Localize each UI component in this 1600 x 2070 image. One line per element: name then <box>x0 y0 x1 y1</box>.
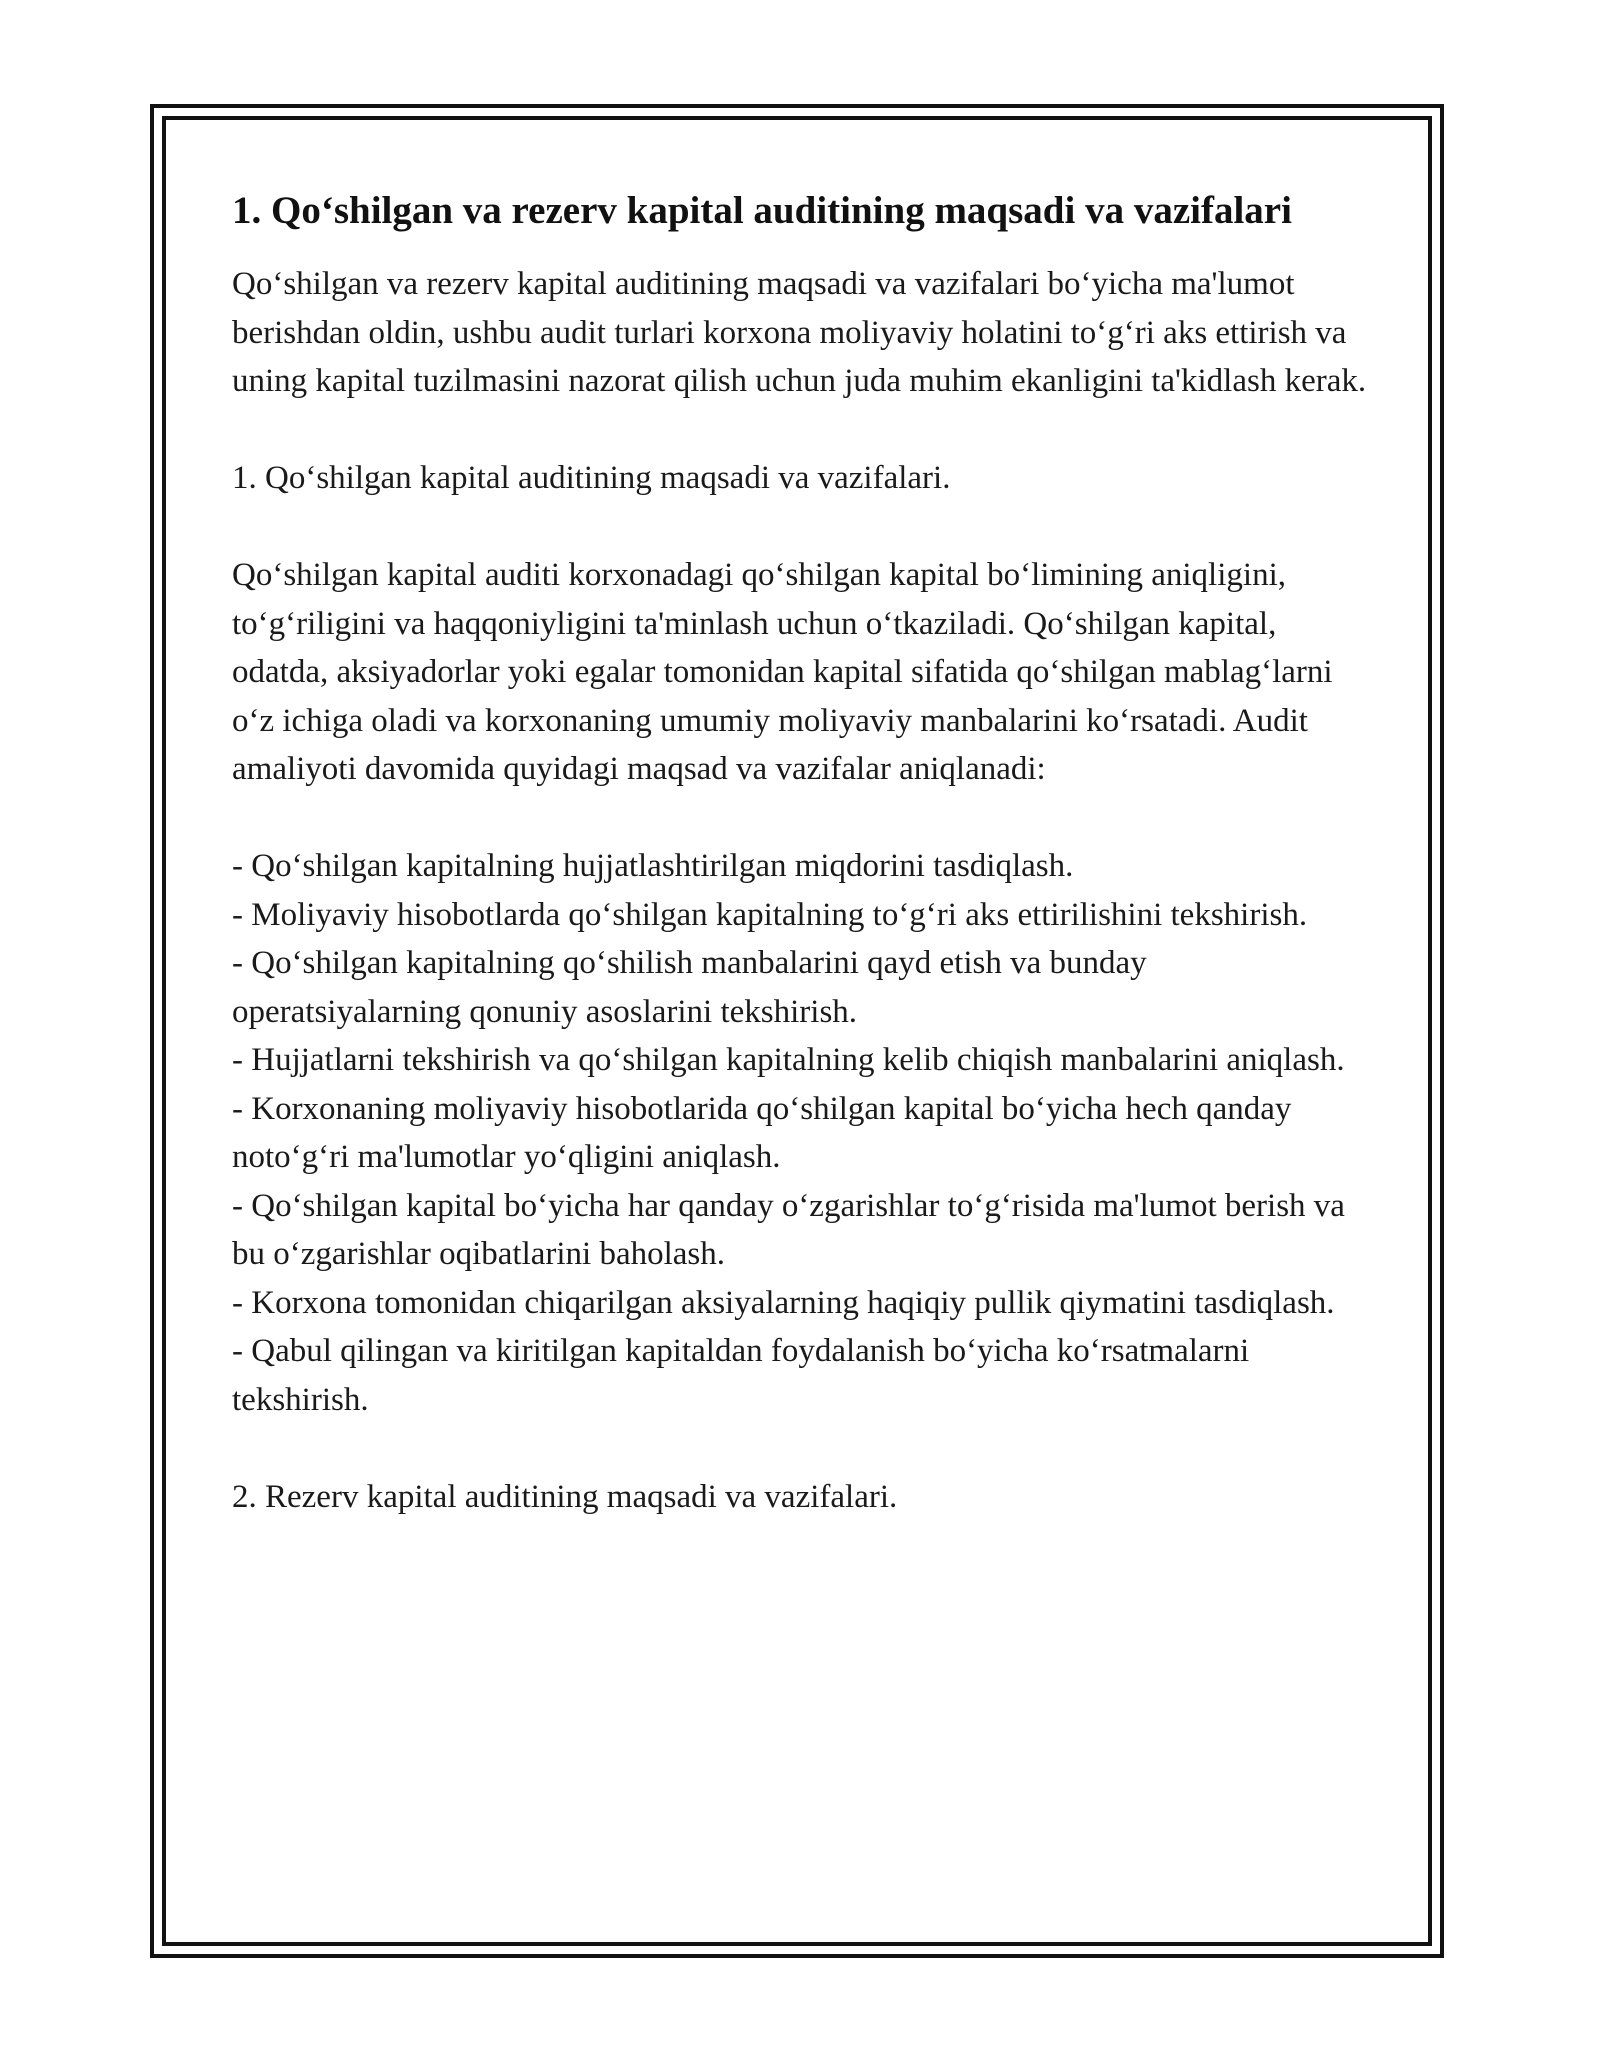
list-item: - Qo‘shilgan kapitalning qo‘shilish manbalarini qayd etish va bunday operatsiyalarning qonuniy asoslarini tekshirish. <box>232 945 1147 1030</box>
section-1-heading: 1. Qo‘shilgan kapital auditining maqsadi va vazifalari. <box>232 460 951 496</box>
intro-paragraph: Qo‘shilgan va rezerv kapital auditining maqsadi va vazifalari bo‘yicha ma'lumot berishdan oldin, ushbu audit turlari korxona moliyaviy holatini to‘g‘ri aks ettirish va uning kapital tuzilmasini nazorat qilish uchun juda muhim ekanligini ta'kidlash kerak. <box>232 266 1367 399</box>
list-item: - Hujjatlarni tekshirish va qo‘shilgan kapitalning kelib chiqish manbalarini aniqlash. <box>232 1042 1345 1078</box>
list-item: - Qabul qilingan va kiritilgan kapitaldan foydalanish bo‘yicha ko‘rsatmalarni tekshirish. <box>232 1333 1250 1418</box>
list-item: - Moliyaviy hisobotlarda qo‘shilgan kapitalning to‘g‘ri aks ettirilishini tekshirish. <box>232 896 1308 933</box>
tasks-list <box>232 842 1372 1424</box>
document-title: 1. Qo‘shilgan va rezerv kapital auditining maqsadi va vazifalari <box>232 189 1292 232</box>
document-body <box>232 184 1372 1570</box>
list-item: - Qo‘shilgan kapital bo‘yicha har qanday o‘zgarishlar to‘g‘risida ma'lumot berish va bu o‘zgarishlar oqibatlarini baholash. <box>232 1187 1345 1272</box>
section-1-body: Qo‘shilgan kapital auditi korxonadagi qo‘shilgan kapital bo‘limining aniqligini, to‘g‘riligini va haqqoniyligini ta'minlash uchun o‘tkaziladi. Qo‘shilgan kapital, odatda, aksiyadorlar yoki egalar tomonidan kapital sifatida qo‘shilgan mablag‘larni o‘z ichiga oladi va korxonaning umumiy moliyaviy manbalarini ko‘rsatadi. Audit amaliyoti davomida quyidagi maqsad va vazifalar aniqlanadi: <box>232 557 1333 787</box>
list-item: - Qo‘shilgan kapitalning hujjatlashtirilgan miqdorini tasdiqlash. <box>232 848 1074 884</box>
list-item: - Korxona tomonidan chiqarilgan aksiyalarning haqiqiy pullik qiymatini tasdiqlash. <box>232 1284 1335 1321</box>
list-item: - Korxonaning moliyaviy hisobotlarida qo‘shilgan kapital bo‘yicha hech qanday noto‘g‘ri ma'lumotlar yo‘qligini aniqlash. <box>232 1090 1292 1175</box>
section-2-heading: 2. Rezerv kapital auditining maqsadi va vazifalari. <box>232 1478 898 1515</box>
